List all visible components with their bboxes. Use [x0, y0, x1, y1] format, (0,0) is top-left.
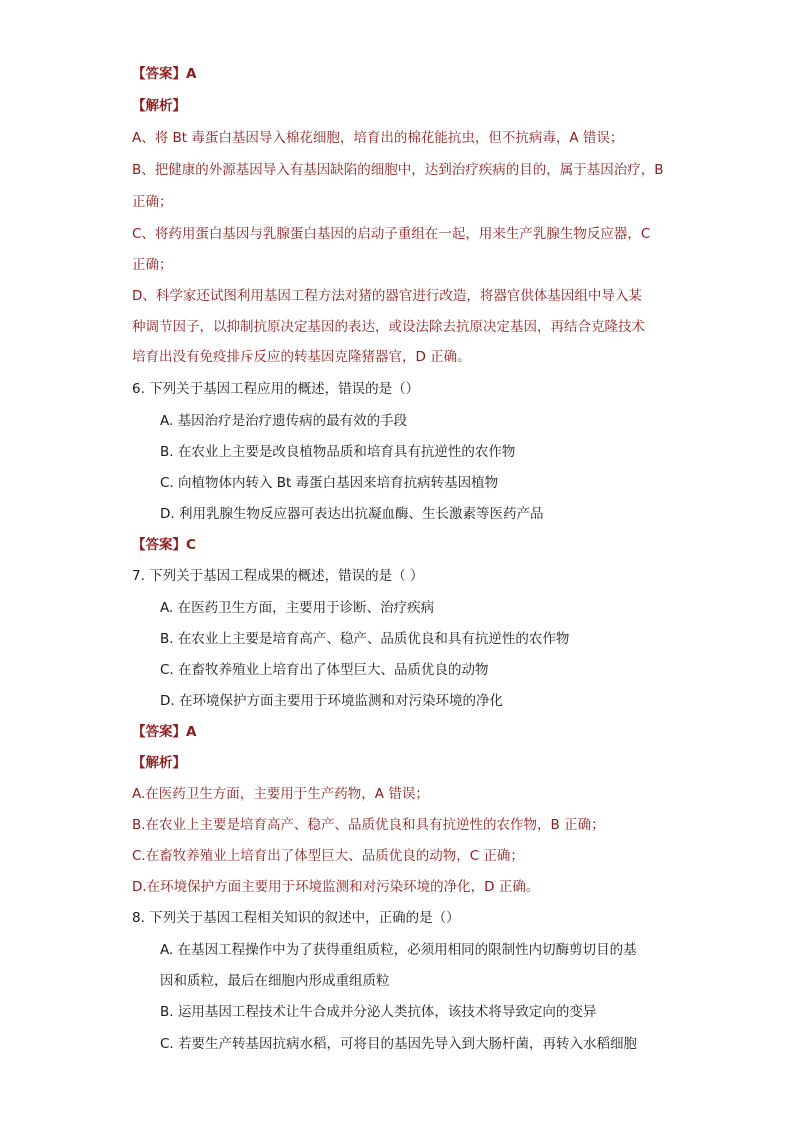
analysis-line: D、科学家还试图利用基因工程方法对猪的器官进行改造，将器官供体基因组中导入某: [132, 288, 642, 304]
option-c: C. 若要生产转基因抗病水稻，可将目的基因先导入到大肠杆菌，再转入水稻细胞: [160, 1036, 638, 1052]
analysis-label: 【解析】: [132, 98, 186, 114]
question-6: 6. 下列关于基因工程应用的概述，错误的是（）: [132, 381, 420, 397]
question-7: 7. 下列关于基因工程成果的概述，错误的是（ ）: [132, 568, 424, 584]
analysis-line: B、把健康的外源基因导入有基因缺陷的细胞中，达到治疗疾病的目的，属于基因治疗，B: [132, 162, 664, 178]
analysis-line: 培育出没有免疫排斥反应的转基因克隆猪器官，D 正确。: [132, 349, 471, 365]
analysis-line: A、将 Bt 毒蛋白基因导入棉花细胞，培育出的棉花能抗虫，但不抗病毒，A 错误；: [132, 130, 624, 146]
analysis-line: A.在医药卫生方面，主要用于生产药物，A 错误；: [132, 786, 429, 802]
option-a-continued: 因和质粒，最后在细胞内形成重组质粒: [160, 973, 390, 989]
analysis-line: D.在环境保护方面主要用于环境监测和对污染环境的净化，D 正确。: [132, 879, 540, 895]
analysis-line: B.在农业上主要是培育高产、稳产、品质优良和具有抗逆性的农作物，B 正确；: [132, 817, 605, 833]
analysis-label: 【解析】: [132, 755, 186, 771]
analysis-line: 种调节因子，以抑制抗原决定基因的表达，或设法除去抗原决定基因，再结合克隆技术: [132, 319, 645, 335]
option-a: A. 基因治疗是治疗遗传病的最有效的手段: [160, 413, 408, 429]
option-b: B. 在农业上主要是培育高产、稳产、品质优良和具有抗逆性的农作物: [160, 631, 570, 647]
analysis-line: 正确；: [132, 257, 173, 273]
option-c: C. 在畜牧养殖业上培育出了体型巨大、品质优良的动物: [160, 662, 489, 678]
question-8: 8. 下列关于基因工程相关知识的叙述中，正确的是（）: [132, 910, 460, 926]
option-c: C. 向植物体内转入 Bt 毒蛋白基因来培育抗病转基因植物: [160, 475, 499, 491]
analysis-line: 正确；: [132, 194, 173, 210]
analysis-line: C、将药用蛋白基因与乳腺蛋白基因的启动子重组在一起，用来生产乳腺生物反应器，C: [132, 226, 651, 242]
option-d: D. 利用乳腺生物反应器可表达出抗凝血酶、生长激素等医药产品: [160, 506, 544, 522]
option-a: A. 在医药卫生方面，主要用于诊断、治疗疾病: [160, 600, 435, 616]
option-a: A. 在基因工程操作中为了获得重组质粒，必须用相同的限制性内切酶剪切目的基: [160, 942, 637, 958]
option-b: B. 运用基因工程技术让牛合成并分泌人类抗体，该技术将导致定向的变异: [160, 1004, 597, 1020]
option-b: B. 在农业上主要是改良植物品质和培育具有抗逆性的农作物: [160, 444, 516, 460]
analysis-line: C.在畜牧养殖业上培育出了体型巨大、品质优良的动物，C 正确；: [132, 848, 524, 864]
option-d: D. 在环境保护方面主要用于环境监测和对污染环境的净化: [160, 693, 503, 709]
answer-label: 【答案】A: [132, 724, 197, 740]
answer-label: 【答案】A: [132, 66, 197, 82]
answer-label: 【答案】C: [132, 537, 196, 553]
